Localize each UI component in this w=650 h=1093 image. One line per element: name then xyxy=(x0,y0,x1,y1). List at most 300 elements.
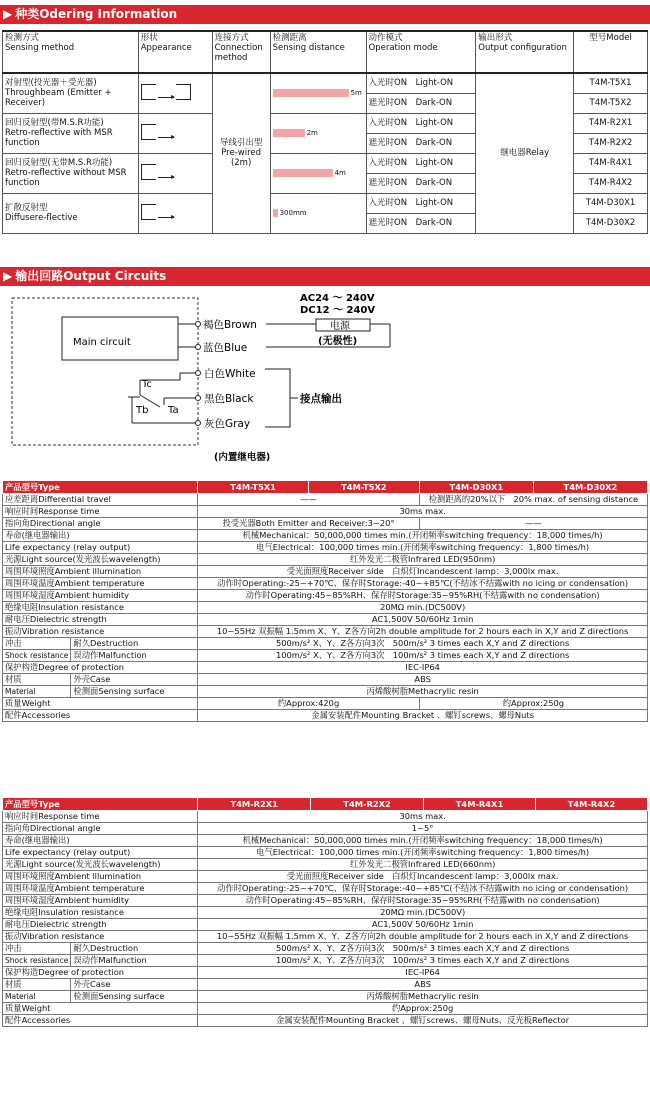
header-cn: 动作模式 xyxy=(368,33,403,43)
spec-sublabel-cell xyxy=(71,979,198,991)
header-cell xyxy=(476,31,574,73)
spec-value: 动作时Operating:45~85%RH、保存时Storage:35~95%RH(不结露with no condensation) xyxy=(245,895,600,905)
model-header-cell xyxy=(198,481,309,494)
spec-label: 保护构造Degree of protection xyxy=(5,967,125,977)
sensing-method-en: Throughbeam (Emitter + Receiver) xyxy=(5,88,112,109)
model-header: T4M-T5X2 xyxy=(341,481,387,492)
spec-value: ABS xyxy=(414,674,431,684)
white-label: 白色White xyxy=(204,368,256,380)
spec-value-cell xyxy=(198,979,648,991)
spec-label-cell xyxy=(3,823,198,835)
header-en: Sensing method xyxy=(5,43,75,53)
brown-label: 褐色Brown xyxy=(203,319,257,331)
operation-mode-cell xyxy=(366,213,476,233)
spec-row xyxy=(3,590,648,602)
spec-sublabel: 外壳Case xyxy=(73,979,111,989)
spec-label-cell xyxy=(3,835,198,847)
model-number: T4M-R4X2 xyxy=(588,178,633,188)
operation-mode: 遮光时ON Dark-ON xyxy=(368,218,453,228)
spec-value-cell xyxy=(198,662,648,674)
model-cell xyxy=(574,153,648,173)
distance-label: 2m xyxy=(306,129,318,137)
spec-label-cell xyxy=(3,698,198,710)
spec-value: 500m/s² X、Y、Z各方向3次 500m/s² 3 times each X,Y and Z directions xyxy=(275,638,570,648)
spec-value: 丙烯酸树脂Methacrylic resin xyxy=(366,991,479,1001)
operation-mode: 入光时ON Light-ON xyxy=(368,158,454,168)
ta-label: Ta xyxy=(168,405,179,416)
spec-value-cell xyxy=(198,811,648,823)
model-cell xyxy=(574,113,648,133)
beam-arrow-icon xyxy=(158,217,174,218)
spec-label: 响应时间Response time xyxy=(5,506,100,516)
spec-value: 动作时Operating:-25~+70℃、保存时Storage:-40~+85℃(不结冰不结露with no icing or condensation) xyxy=(217,883,629,893)
sensing-distance-cell xyxy=(270,113,366,153)
type-label: 产品型号Type xyxy=(5,798,60,809)
operation-mode-cell xyxy=(366,73,476,93)
spec-value-cell xyxy=(198,650,648,662)
spec-row xyxy=(3,883,648,895)
spec-value: AC1,500V 50/60Hz 1min xyxy=(371,919,474,929)
spec-value-cell xyxy=(198,614,648,626)
model-header: T4M-R4X1 xyxy=(455,798,504,809)
spec-label: 材质 xyxy=(5,674,22,684)
appearance-cell xyxy=(138,153,212,193)
model-number: T4M-D30X2 xyxy=(585,218,636,228)
spec-value: 20MΩ min.(DC500V) xyxy=(380,907,466,917)
spec-row xyxy=(3,614,648,626)
spec-row xyxy=(3,943,648,955)
header-cn: 形状 xyxy=(140,33,158,43)
model-number: T4M-R4X1 xyxy=(588,158,633,168)
model-number: T4M-T5X1 xyxy=(589,78,632,89)
supply-dc: DC12 ～ 240V xyxy=(300,305,376,316)
spec-label-cell xyxy=(3,506,198,518)
spec-row xyxy=(3,506,648,518)
spec-value: IEC-IP64 xyxy=(405,662,440,672)
sensor-outline-icon xyxy=(141,84,156,100)
spec-label: 材质 xyxy=(5,979,22,989)
spec-row xyxy=(3,518,648,530)
sensing-method-cell xyxy=(3,193,139,233)
header-cell xyxy=(3,31,139,73)
operation-mode-cell xyxy=(366,193,476,213)
spec-label: 绝缘电阻Insulation resistance xyxy=(5,907,124,917)
spec-value-cell xyxy=(198,578,648,590)
spec-row xyxy=(3,811,648,823)
header-cn: 型号Model xyxy=(589,33,632,43)
operation-mode-cell xyxy=(366,93,476,113)
spec-value-cell xyxy=(198,883,648,895)
spec-value: 10~55Hz 双振幅 1.5mm X、Y、Z各方向2h double amplitude for 2 hours each in X,Y and Z directions xyxy=(216,626,629,636)
spec-label-cell xyxy=(3,626,198,638)
model-cell xyxy=(574,193,648,213)
spec-row xyxy=(3,907,648,919)
spec-value-cell xyxy=(198,919,648,931)
beam-arrow-icon xyxy=(158,137,174,138)
beam-arrow-icon xyxy=(158,97,174,98)
spec-label-cell xyxy=(3,674,71,686)
brown-terminal xyxy=(196,322,201,327)
spec-label-cell xyxy=(3,931,198,943)
spec-value-cell xyxy=(198,710,648,722)
spec-value: —— xyxy=(300,494,317,504)
spec-label-cell xyxy=(3,662,198,674)
power-label: 电源 xyxy=(330,321,350,332)
spec-label: 周围环境湿度Ambient humidity xyxy=(5,895,130,905)
header-en: Appearance xyxy=(140,43,192,53)
spec-row xyxy=(3,494,648,506)
spec-label: 耐电压Dielectric strength xyxy=(5,919,107,929)
spec-label-cell xyxy=(3,991,71,1003)
sensing-method-en: Retro-reflective without MSR function xyxy=(5,168,127,188)
spec-label: 寿命(继电器输出) xyxy=(5,530,70,540)
power-note: (无极性) xyxy=(318,336,358,347)
sensor-outline-icon xyxy=(141,124,156,140)
spec-row xyxy=(3,859,648,871)
spec-label: 配件Accessories xyxy=(5,710,71,720)
operation-mode: 遮光时ON Dark-ON xyxy=(368,138,453,148)
sensing-distance-cell xyxy=(270,73,366,113)
gray-terminal xyxy=(196,421,201,426)
spec-value-cell xyxy=(198,1015,648,1027)
spec-label-cell xyxy=(3,1003,198,1015)
spec-row xyxy=(3,530,648,542)
spec-value-cell xyxy=(198,967,648,979)
spec-label-cell xyxy=(3,614,198,626)
connection-cell xyxy=(212,73,270,233)
spec-value-cell xyxy=(198,566,648,578)
distance-bar xyxy=(273,89,349,97)
spec-row xyxy=(3,895,648,907)
spec-value-cell xyxy=(198,823,648,835)
type-label-cell xyxy=(3,798,198,811)
spec-row xyxy=(3,931,648,943)
model-header-cell xyxy=(311,798,424,811)
spec-row xyxy=(3,979,648,991)
spec-value-cell xyxy=(198,530,648,542)
header-en: Output configuration xyxy=(478,43,567,53)
black-label: 黑色Black xyxy=(204,393,254,405)
spec-label: 绝缘电阻Insulation resistance xyxy=(5,602,124,612)
white-terminal xyxy=(196,371,201,376)
spec-value-cell xyxy=(198,907,648,919)
supply-ac: AC24 ～ 240V xyxy=(300,293,375,304)
distance-bar xyxy=(273,169,333,177)
spec-label-cell xyxy=(3,602,198,614)
spec-label-cell xyxy=(3,979,71,991)
spec-row xyxy=(3,638,648,650)
sensing-method-en: Diffusere-flective xyxy=(5,213,78,223)
spec-value-cell xyxy=(198,698,420,710)
spec-label: 质量Weight xyxy=(5,1003,51,1013)
sensing-method-cn: 对射型(投光器＋受光器) xyxy=(5,78,97,89)
model-header-cell xyxy=(198,798,311,811)
spec-sublabel: 外壳Case xyxy=(73,674,111,684)
spec-label: Shock resistance xyxy=(5,956,69,965)
spec-value-cell xyxy=(198,518,420,530)
operation-mode-cell xyxy=(366,133,476,153)
spec-row xyxy=(3,686,648,698)
ordering-row xyxy=(3,73,648,93)
black-terminal xyxy=(196,396,201,401)
distance-bar xyxy=(273,129,305,137)
spec-row xyxy=(3,823,648,835)
spec-label: 冲击 xyxy=(5,638,22,648)
spec-row xyxy=(3,967,648,979)
spec-label-cell xyxy=(3,566,198,578)
spec-value: 电气Electrical：100,000 times min.(开闭频率switching frequency：1,800 times/h) xyxy=(256,847,590,857)
header-cn: 连接方式 xyxy=(214,33,249,43)
spec-value: 金属安装配件Mounting Bracket 、螺钉screws、螺母Nuts xyxy=(311,710,534,720)
spec-label-cell xyxy=(3,542,198,554)
spec-sublabel: 误动作Malfunction xyxy=(73,650,147,660)
spec-label: 周围环境照度Ambient illumination xyxy=(5,566,142,576)
spec-label-cell xyxy=(3,638,71,650)
gray-label: 灰色Gray xyxy=(204,418,251,430)
spec-sublabel: 耐久Destruction xyxy=(73,638,139,648)
blue-label: 蓝色Blue xyxy=(203,342,248,354)
tc-label: Tc xyxy=(142,379,152,390)
spec-value: 约Approx:250g xyxy=(502,698,565,708)
order-section-title: 种类Odering Information xyxy=(15,7,178,21)
spec-row xyxy=(3,626,648,638)
spec-value: ABS xyxy=(414,979,431,989)
model-number: T4M-R2X1 xyxy=(588,118,633,128)
spec-value: 约Approx:420g xyxy=(277,698,340,708)
sensing-distance-cell xyxy=(270,193,366,233)
model-header: T4M-R4X2 xyxy=(567,798,616,809)
operation-mode: 入光时ON Light-ON xyxy=(368,198,454,208)
distance-label: 5m xyxy=(350,89,362,98)
header-en: Operation mode xyxy=(368,43,438,53)
spec-sublabel: 耐久Destruction xyxy=(73,943,139,953)
sensing-method-cn: 回归反射型(带M.S.R功能) xyxy=(5,118,104,128)
spec-value-cell xyxy=(198,506,648,518)
model-cell xyxy=(574,93,648,113)
spec-value: 丙烯酸树脂Methacrylic resin xyxy=(366,686,479,696)
distance-label: 300mm xyxy=(279,209,307,217)
spec-value: 红外发光二极管Infrared LED(950nm) xyxy=(349,554,496,564)
spec-value-cell xyxy=(198,835,648,847)
spec-row xyxy=(3,710,648,722)
spec-label: 周围环境温度Ambient temperature xyxy=(5,883,145,893)
spec-label-cell xyxy=(3,710,198,722)
sensing-method-cn: 扩散反射型 xyxy=(5,203,48,213)
header-cell xyxy=(366,31,476,73)
spec-value: 检测距离的20%以下 20% max. of sensing distance xyxy=(428,494,639,504)
spec-sublabel: 检测面Sensing surface xyxy=(73,686,165,696)
model-header: T4M-R2X1 xyxy=(230,798,278,809)
spec-value-cell xyxy=(198,931,648,943)
header-cell xyxy=(212,31,270,73)
spec-value: 动作时Operating:45~85%RH、保存时Storage:35~95%RH(不结露with no condensation) xyxy=(245,590,600,600)
spec-row xyxy=(3,698,648,710)
spec-row xyxy=(3,1003,648,1015)
spec-label: Life expectancy (relay output) xyxy=(5,847,131,857)
header-cn: 输出形式 xyxy=(478,33,513,43)
spec-label: Life expectancy (relay output) xyxy=(5,542,131,552)
operation-mode: 遮光时ON Dark-ON xyxy=(368,98,453,108)
model-header: T4M-T5X1 xyxy=(230,481,276,492)
spec-label-cell xyxy=(3,1015,198,1027)
spec-value: 约Approx:250g xyxy=(391,1003,454,1013)
spec-value: —— xyxy=(525,518,542,528)
spec-value: 10~55Hz 双振幅 1.5mm X、Y、Z各方向2h double amplitude for 2 hours each in X,Y and Z directions xyxy=(216,931,629,941)
spec-label-cell xyxy=(3,859,198,871)
sensor-outline-icon xyxy=(141,164,156,180)
spec-label: Material xyxy=(5,687,36,696)
spec-row xyxy=(3,674,648,686)
model-header-cell xyxy=(419,481,533,494)
spec-label: 指向角Directional angle xyxy=(5,518,101,528)
spec-value: 100m/s² X、Y、Z各方向3次 100m/s² 3 times each X,Y and Z directions xyxy=(275,955,570,965)
spec-value: 红外发光二极管Infrared LED(660nm) xyxy=(349,859,496,869)
sensor-outline-icon xyxy=(141,204,156,220)
model-number: T4M-R2X2 xyxy=(588,138,633,148)
header-en: Sensing distance xyxy=(272,43,345,53)
connection-en: Pre-wired xyxy=(221,148,262,159)
model-header-cell xyxy=(533,481,647,494)
receiver-outline-icon xyxy=(176,84,191,100)
model-cell xyxy=(574,213,648,233)
spec-label-cell xyxy=(3,919,198,931)
spec-value-cell xyxy=(419,518,647,530)
operation-mode: 入光时ON Light-ON xyxy=(368,118,454,128)
operation-mode-cell xyxy=(366,153,476,173)
spec-label: 响应时间Response time xyxy=(5,811,100,821)
spec-row xyxy=(3,919,648,931)
spec-value: 受光面照度Receiver side 白炽灯Incandescent lamp：3,000lx max. xyxy=(286,871,559,881)
spec-sublabel-cell xyxy=(71,955,198,967)
spec-label: 周围环境温度Ambient temperature xyxy=(5,578,145,588)
spec-row xyxy=(3,1015,648,1027)
spec-label-cell xyxy=(3,554,198,566)
circuit-section-banner xyxy=(0,267,650,286)
spec-row xyxy=(3,847,648,859)
model-header-cell xyxy=(424,798,536,811)
spec-label-cell xyxy=(3,811,198,823)
spec-value: 电气Electrical：100,000 times min.(开闭频率switching frequency：1,800 times/h) xyxy=(256,542,590,552)
operation-mode-cell xyxy=(366,113,476,133)
contact-output-bracket xyxy=(265,369,290,427)
appearance-cell xyxy=(138,73,212,113)
model-header: T4M-D30X1 xyxy=(449,481,504,492)
spec-sublabel-cell xyxy=(71,943,198,955)
spec-sublabel-cell xyxy=(71,638,198,650)
spec-label: 质量Weight xyxy=(5,698,51,708)
sensing-method-cell xyxy=(3,113,139,153)
distance-label: 4m xyxy=(334,169,346,177)
spec-label-cell xyxy=(3,686,71,698)
header-cell xyxy=(574,31,648,73)
blue-terminal xyxy=(196,345,201,350)
spec-value-cell xyxy=(198,991,648,1003)
spec-value-cell xyxy=(198,602,648,614)
spec-value: 金属安装配件Mounting Bracket 、螺钉screws、螺母Nuts、反光板Reflector xyxy=(276,1015,570,1025)
header-en: Connection method xyxy=(214,43,263,63)
spec-value: 20MΩ min.(DC500V) xyxy=(380,602,466,612)
spec-label: 耐电压Dielectric strength xyxy=(5,614,107,624)
model-cell xyxy=(574,173,648,193)
spec-value: 受光面照度Receiver side 白炽灯Incandescent lamp：3,000lx max. xyxy=(286,566,559,576)
operation-mode-cell xyxy=(366,173,476,193)
spec-row xyxy=(3,662,648,674)
spec-value-cell xyxy=(198,686,648,698)
spec-value-cell xyxy=(198,674,648,686)
spec-value-cell xyxy=(198,554,648,566)
appearance-cell xyxy=(138,113,212,153)
spec-row xyxy=(3,955,648,967)
header-cn: 检测方式 xyxy=(5,33,40,43)
spec-table-2 xyxy=(2,797,648,1027)
circuit-section-title: 输出回路Output Circuits xyxy=(15,269,167,283)
operation-mode: 入光时ON Light-ON xyxy=(368,78,454,89)
spec-value: 30ms max. xyxy=(399,811,446,821)
builtin-relay-label: (内置继电器) xyxy=(214,452,271,463)
spec-label: 指向角Directional angle xyxy=(5,823,101,833)
spec-value-cell xyxy=(198,590,648,602)
spec-label-cell xyxy=(3,590,198,602)
spec-value-cell xyxy=(198,955,648,967)
spec-value: IEC-IP64 xyxy=(405,967,440,977)
spec-value: 30ms max. xyxy=(399,506,446,516)
spec-header-row xyxy=(3,798,648,811)
model-cell xyxy=(574,73,648,93)
spec-label: 光源Light source(发光波长wavelength) xyxy=(5,554,161,564)
spec-value: 100m/s² X、Y、Z各方向3次 100m/s² 3 times each X,Y and Z directions xyxy=(275,650,570,660)
spec-value-cell xyxy=(198,871,648,883)
spec-table-1 xyxy=(2,480,648,722)
output-config: 继电器Relay xyxy=(500,148,550,159)
spec-label-cell xyxy=(3,871,198,883)
spec-sublabel-cell xyxy=(71,674,198,686)
spec-header-row xyxy=(3,481,648,494)
spec-label: 保护构造Degree of protection xyxy=(5,662,125,672)
spec-label-cell xyxy=(3,847,198,859)
spec-label: 振动Vibration resistance xyxy=(5,626,105,636)
spec-value: AC1,500V 50/60Hz 1min xyxy=(371,614,474,624)
contact-output-label: 接点输出 xyxy=(300,393,342,405)
spec-label-cell xyxy=(3,943,71,955)
spec-label: 光源Light source(发光波长wavelength) xyxy=(5,859,161,869)
spec-label: 配件Accessories xyxy=(5,1015,71,1025)
spec-sublabel: 检测面Sensing surface xyxy=(73,991,165,1001)
spec-label: 寿命(继电器输出) xyxy=(5,835,70,845)
spec-value: 动作时Operating:-25~+70℃、保存时Storage:-40~+85℃(不结冰不结露with no icing or condensation) xyxy=(217,578,629,588)
model-header-cell xyxy=(535,798,647,811)
model-number: T4M-T5X2 xyxy=(589,98,632,108)
spec-row xyxy=(3,871,648,883)
spec-label: 振动Vibration resistance xyxy=(5,931,105,941)
spec-label-cell xyxy=(3,907,198,919)
output-circuit-diagram xyxy=(0,285,650,465)
spec-row xyxy=(3,835,648,847)
triangle-right-icon: ▶ xyxy=(3,7,13,21)
spec-value: 机械Mechanical：50,000,000 times min.(开闭频率switching frequency：18,000 times/h) xyxy=(242,530,603,540)
tb-label: Tb xyxy=(136,405,149,416)
spec-label-cell xyxy=(3,883,198,895)
operation-mode: 遮光时ON Dark-ON xyxy=(368,178,453,188)
spec-value-cell xyxy=(198,626,648,638)
ordering-header-row xyxy=(3,31,648,73)
spec-value-cell xyxy=(419,494,647,506)
spec-label-cell xyxy=(3,967,198,979)
spec-row xyxy=(3,542,648,554)
spec-value-cell xyxy=(419,698,647,710)
spec-label-cell xyxy=(3,494,198,506)
spec-label: 周围环境照度Ambient illumination xyxy=(5,871,142,881)
spec-value: 机械Mechanical：50,000,000 times min.(开闭频率switching frequency：18,000 times/h) xyxy=(242,835,603,845)
